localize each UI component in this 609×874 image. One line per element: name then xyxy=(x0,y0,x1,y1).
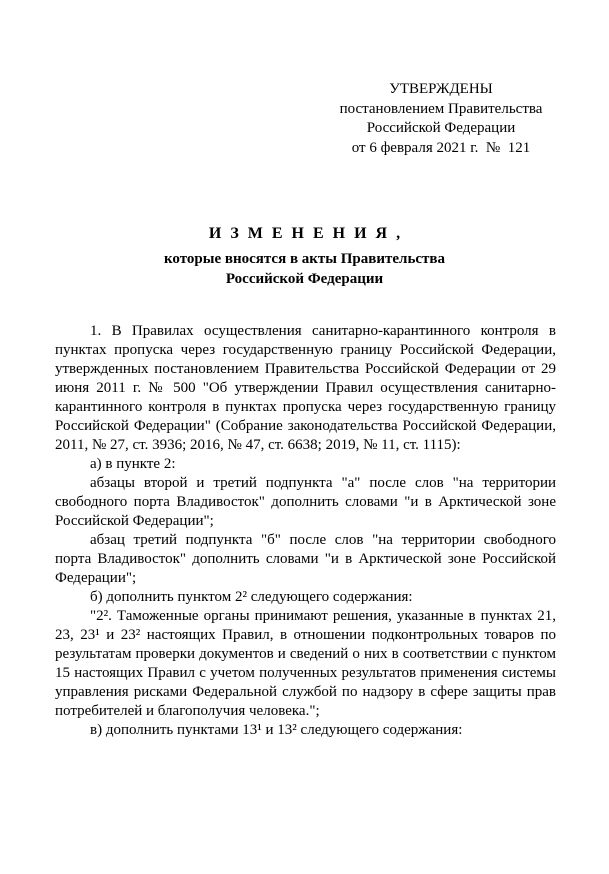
body-paragraph-2v: в) дополнить пунктами 13¹ и 13² следующего содержания: xyxy=(90,722,463,738)
body-paragraph-2a-abz1: абзацы второй и третий подпункта "а" после слов "на территории свободного порта Владивосток" дополнить словами "и в Арктической зоне Российской Федерации"; xyxy=(55,475,556,529)
subtitle-line: Российской Федерации xyxy=(225,271,384,287)
body-paragraph-2b-text: "2². Таможенные органы принимают решения, указанные в пунктах 21, 23, 23¹ и 23² настоящих Правил, в отношении подконтрольных товаров по результатам проверки документов и сведений о них в соответствии с пунктом 15 настоящих Правил с учетом полученных результатов применения системы управления рисками Федеральной службой по надзору в сфере защиты прав потребителей и благополучия человека."; xyxy=(55,608,556,719)
document-title: ИЗМЕНЕНИЯ, xyxy=(208,225,410,242)
body-paragraph-2a-abz2: абзац третий подпункта "б" после слов "на территории свободного порта Владивосток" дополнить словами "и в Арктической зоне Российской Федерации"; xyxy=(55,532,556,586)
approval-line: постановлением Правительства xyxy=(339,100,543,117)
approval-line: УТВЕРЖДЕНЫ xyxy=(389,81,493,97)
approval-stamp-text xyxy=(321,80,561,158)
document-body xyxy=(55,322,556,740)
approval-line-date-number: от 6 февраля 2021 г. № 121 xyxy=(351,139,531,156)
subtitle-line: которые вносятся в акты Правительства xyxy=(163,251,446,267)
approval-line: Российской Федерации xyxy=(366,120,516,136)
approval-stamp xyxy=(0,0,609,158)
body-paragraph-2a: а) в пункте 2: xyxy=(90,456,176,472)
body-paragraph-2b: б) дополнить пунктом 2² следующего содержания: xyxy=(90,589,413,605)
document-subtitle xyxy=(0,249,609,289)
document-title-block xyxy=(0,223,609,289)
body-paragraph-1: 1. В Правилах осуществления санитарно-карантинного контроля в пунктах пропуска через государственную границу Российской Федерации, утвержденных постановлением Правительства Российской Федерации от 29 июня 2011 г. № 500 "Об утверждении Правил осуществления санитарно-карантинного контроля в пунктах пропуска через государственную границу Российской Федерации" (Собрание законодательства Российской Федерации, 2011, № 27, ст. 3936; 2016, № 47, ст. 6638; 2019, № 11, ст. 1115): xyxy=(55,323,556,453)
